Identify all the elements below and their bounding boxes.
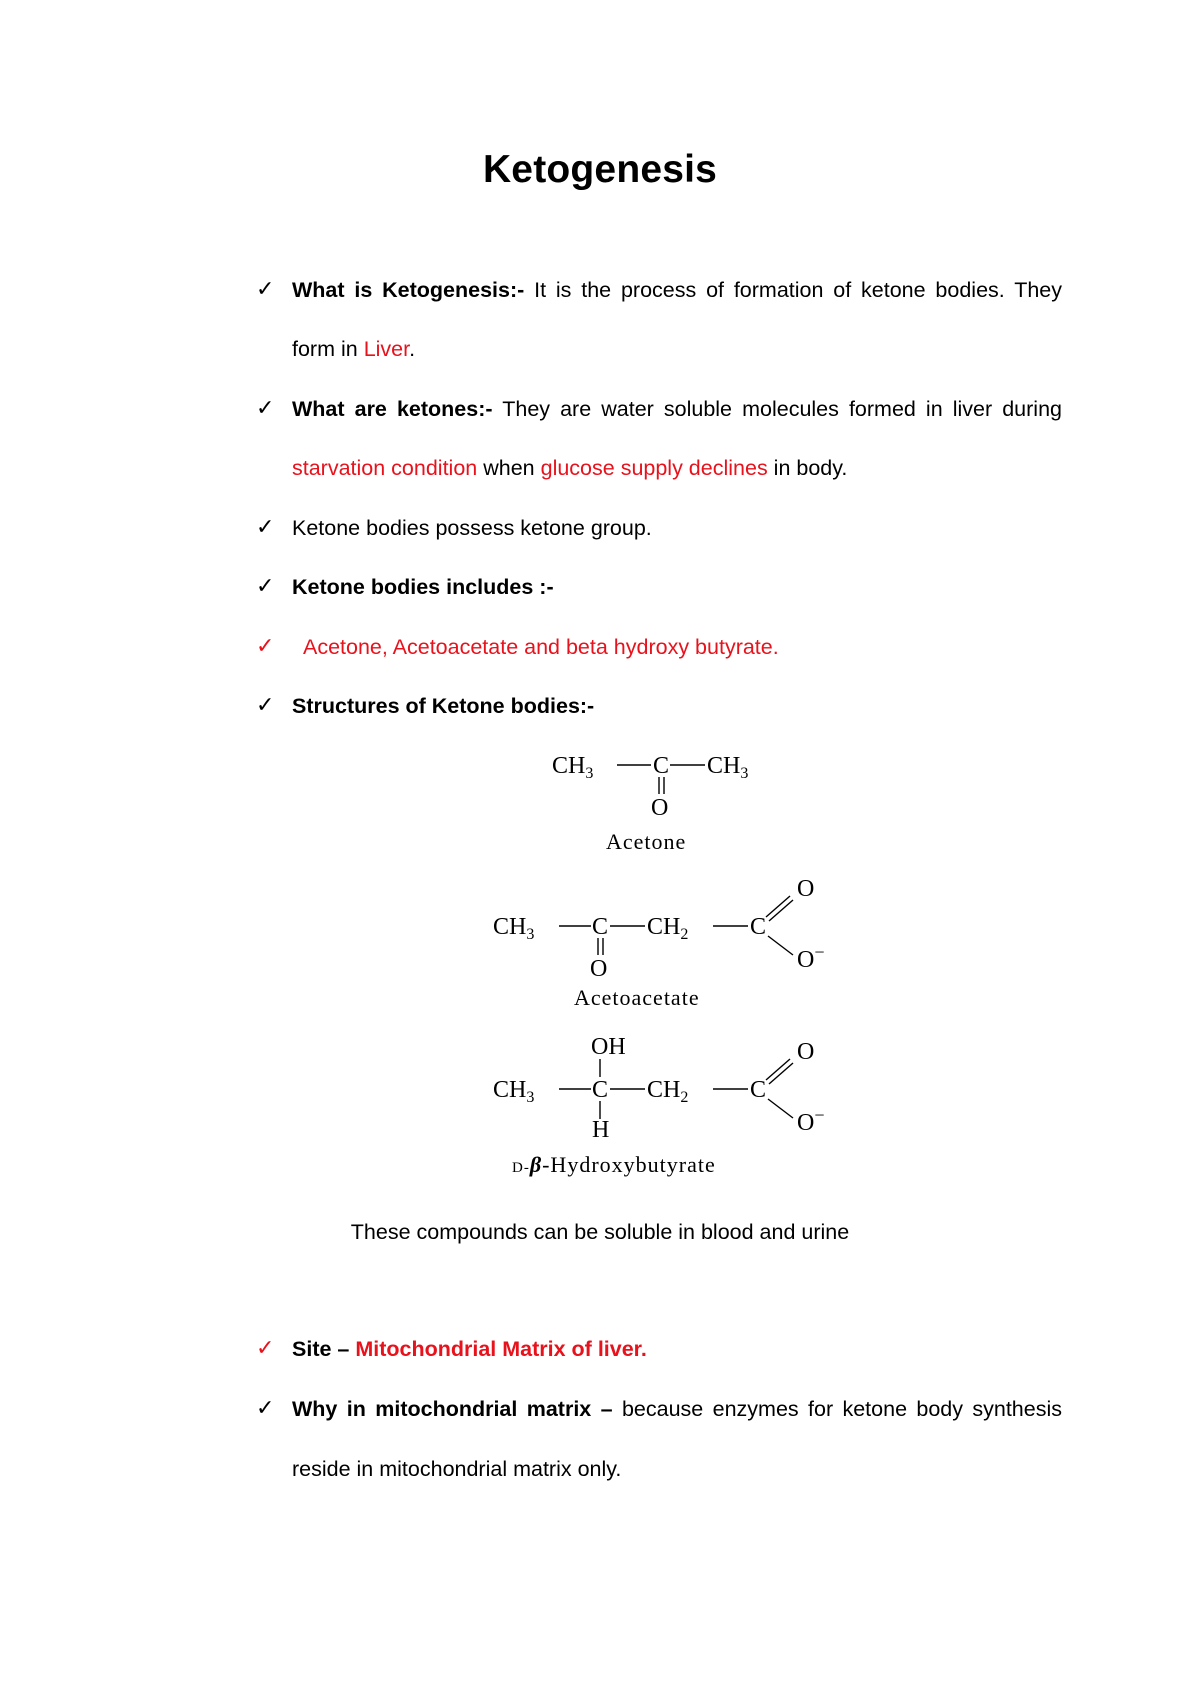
item-why-mitochondrial xyxy=(292,1395,1062,1423)
hydroxybutyrate-structure xyxy=(493,1034,825,1177)
acetone-carbon: C xyxy=(653,753,670,779)
item-label: What are ketones:- xyxy=(292,397,493,421)
item-continuation: reside in mitochondrial matrix only. xyxy=(292,1457,622,1481)
item-ketone-bodies-includes: Ketone bodies includes :- xyxy=(292,575,554,599)
item-site xyxy=(292,1335,647,1363)
item-text: because enzymes for ketone body synthesis xyxy=(612,1397,1063,1421)
hydroxybutyrate-name: D-β-Hydroxybutyrate xyxy=(512,1152,716,1177)
highlight-liver: Liver xyxy=(363,337,410,361)
page-title: Ketogenesis xyxy=(482,148,718,191)
checkmark-icon: ✓ xyxy=(256,634,275,659)
hydroxybutyrate-o-top: O xyxy=(797,1039,815,1065)
hydroxybutyrate-c2: C xyxy=(750,1077,767,1103)
acetoacetate-o-top: O xyxy=(797,876,815,902)
item-text: when xyxy=(477,456,541,480)
hydroxybutyrate-o-bottom: O− xyxy=(797,1105,825,1136)
checkmark-icon: ✓ xyxy=(256,1396,275,1421)
item-text: form in xyxy=(292,337,364,361)
bond xyxy=(768,1099,793,1118)
checkmark-icon: ✓ xyxy=(256,1336,275,1361)
highlight-site: Mitochondrial Matrix of liver. xyxy=(355,1337,647,1361)
item-text: . xyxy=(409,337,416,361)
item-text: They are water soluble molecules formed in liver during xyxy=(492,397,1062,421)
checkmark-icon: ✓ xyxy=(256,574,275,599)
acetone-ch3-left: $CH_3$ xyxy=(552,753,594,782)
acetoacetate-ch2: $CH_2$ xyxy=(647,914,689,943)
hydroxybutyrate-c1: C xyxy=(592,1077,609,1103)
acetone-structure xyxy=(552,753,748,854)
solubility-note: These compounds can be soluble in blood and urine xyxy=(350,1220,850,1244)
item-ketone-list: Acetone, Acetoacetate and beta hydroxy butyrate. xyxy=(303,635,779,659)
acetoacetate-o-bottom: O− xyxy=(797,942,825,973)
acetoacetate-name: Acetoacetate xyxy=(574,985,700,1010)
bond xyxy=(768,936,793,955)
item-label: Site – xyxy=(292,1337,356,1361)
item-label: What is Ketogenesis:- xyxy=(292,278,525,302)
acetoacetate-o-keto: O xyxy=(590,956,608,982)
item-label: Why in mitochondrial matrix – xyxy=(292,1397,613,1421)
acetoacetate-structure xyxy=(493,876,825,1010)
checkmark-icon: ✓ xyxy=(256,277,275,302)
acetone-oxygen: O xyxy=(651,795,669,821)
checkmark-icon: ✓ xyxy=(256,515,275,540)
checkmark-icon: ✓ xyxy=(256,693,275,718)
hydroxybutyrate-ch2: $CH_2$ xyxy=(647,1077,689,1106)
acetone-name: Acetone xyxy=(606,829,687,854)
item-structures-label: Structures of Ketone bodies:- xyxy=(292,694,595,718)
item-text: It is the process of formation of ketone bodies. They xyxy=(524,278,1062,302)
acetoacetate-c1: C xyxy=(592,914,609,940)
highlight-starvation: starvation condition xyxy=(292,456,478,480)
acetoacetate-ch3: $CH_3$ xyxy=(493,914,535,943)
hydroxybutyrate-oh: OH xyxy=(591,1034,626,1060)
item-text: in body. xyxy=(767,456,848,480)
highlight-glucose: glucose supply declines xyxy=(540,456,768,480)
hydroxybutyrate-h: H xyxy=(592,1117,610,1143)
acetoacetate-c2: C xyxy=(750,914,767,940)
acetone-ch3-right: $CH_3$ xyxy=(707,753,749,782)
hydroxybutyrate-ch3: $CH_3$ xyxy=(493,1077,535,1106)
item-possess-ketone-group: Ketone bodies possess ketone group. xyxy=(292,516,652,540)
checkmark-icon: ✓ xyxy=(256,396,275,421)
